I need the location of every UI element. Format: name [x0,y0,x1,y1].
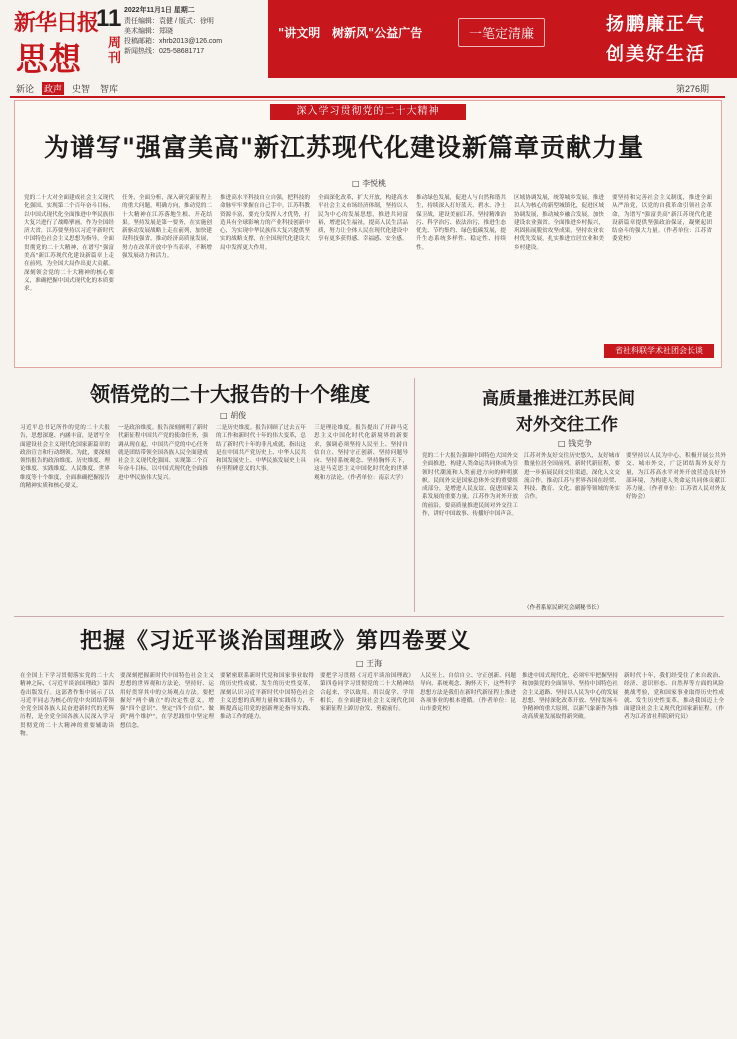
section-title: 思想 [16,40,83,78]
article2-col-3: 二是历史维度。报告回顾了过去五年的工作和新时代十年的伟大变革，总结了新时代十年的非凡成就，指出这是在中国共产党历史上、中华人民共和国发展史上、中华民族发展史上具有里程碑意义的大事。 [216,425,306,473]
article2-col-1: 习近平总书记所作的党的二十大报告，思想深邃、内涵丰富，是谱写全面建设社会主义现代化国家新篇章的政治宣言和行动纲领。为此，要深刻领悟报告的政治维度、历史维度、理论维度、实践维度、人民维度、世界维度等十个维度，全面准确把握报告的精神实质和核心要义。 [20,425,110,490]
feature-col-4: 全面深化改革，扩大开放，构建高水平社会主义市场经济体制，坚持以人民为中心的发展思想，推进共同富裕，增进民生福祉，提高人民生活品质，努力让全体人民在现代化建设中享有更多获得感、幸福感、安全感。 [318,195,408,243]
article4-col-5: 人民至上、自信自立、守正创新、问题导向、系统观念、胸怀天下，这些科学思想方法是我们在新时代新征程上推进各项事业的根本遵循。（作者单位：昆山市委党校） [420,673,516,713]
column-divider [414,378,415,612]
editor-line-2: 美术编辑：郑晓 [124,28,173,35]
feature-col-6: 区域协调发展，统筹城乡发展，推进以人为核心的新型城镇化，促进区域协调发展，推动城乡融合发展，加快建设农业强省。全面推进乡村振兴，巩固拓展脱贫攻坚成果，坚持农业农村优先发展，扎实推进宜居宜业和美乡村建设。 [514,195,604,251]
article3-note: （作者系原民研究会副秘书长） [524,605,603,611]
article2-title: 领悟党的二十大报告的十个维度 [90,382,370,406]
editor-line-3: 投稿邮箱：xhrb2013@126.com [124,38,223,45]
article4-author: □ 王海 [356,659,383,668]
page-number: 11 [96,5,122,32]
feature-footer-badge: 省社科联学术社团会长谈 [604,344,714,358]
article2-col-4: 三是理论维度。报告提出了开辟马克思主义中国化时代化新境界的新要求，强调必须坚持人民至上、坚持自信自立、坚持守正创新、坚持问题导向、坚持系统观念、坚持胸怀天下，这是马克思主义中国化时代化的世界观和方法论。（作者单位：南京大学） [314,425,408,481]
feature-tag: 深入学习贯彻党的二十大精神 [270,104,466,120]
date-line: 2022年11月1日 星期二 [124,7,195,14]
feature-author-name: 李悦桃 [362,179,387,188]
article3-col-2: 江苏对外友好交往历史悠久，友好城市数量位居全国前列。新时代新征程，要进一步拓展民间交往渠道，深化人文交流合作，推动江苏与世界各国在经贸、科技、教育、文化、旅游等领域的务实合作。 [524,453,620,501]
article4-col-7: 新时代十年，我们经受住了来自政治、经济、意识形态、自然界等方面的风险挑战考验，党和国家事业取得历史性成就、发生历史性变革，推动我国迈上全面建设社会主义现代化国家新征程。（作者为江苏省社科院研究员） [624,673,724,721]
article4-col-6: 推进中国式现代化，必须牢牢把握坚持和加强党的全面领导、坚持中国特色社会主义道路、坚持以人民为中心的发展思想、坚持深化改革开放、坚持发扬斗争精神的重大原则，以新气象新作为推动高质量发展取得新突破。 [522,673,618,721]
section-divider [14,616,724,617]
article2-author: □ 胡俊 [220,411,247,420]
editor-line-1: 责任编辑：袁健 / 版式：徐明 [124,18,214,25]
header-rule [10,96,725,98]
article4-col-3: 要紧密联系新时代党和国家事业取得的历史性成就、发生的历史性变革，深刻认识习近平新时代中国特色社会主义思想的真理力量和实践伟力，不断提高运用党的创新理论指导实践、推动工作的能力。 [220,673,314,721]
ad-slogan-2: 树新风"公益广告 [332,26,423,40]
feature-col-3: 推进高水平科技自立自强，把科技的命脉牢牢掌握在自己手中。江苏科教资源丰富，要充分发挥人才优势，打造具有全球影响力的产业科技创新中心，为实现中华民族伟大复兴提供坚实的战略支撑，在全国现代化建设大局中发挥更大作用。 [220,195,310,251]
ad-line-2: 创美好生活 [606,44,706,65]
feature-col-2: 任务，全面分析，深入研究新征程上的重大问题，明确方向，推动党的二十大精神在江苏落地生根、开花结果。坚持发展是第一要务，在实施创新驱动发展战略上走在前列，加快建设科技强省，推动经济高质量发展，努力在改革开放中争当表率，不断增强发展动力和活力。 [122,195,212,260]
article4-col-4: 要把学习贯彻《习近平谈治国理政》第四卷同学习贯彻党的二十大精神结合起来，学以致用、用以促学、学用相长，在全面建设社会主义现代化国家新征程上踔厉奋发、勇毅前行。 [320,673,414,713]
feature-author: □ 李悦桃 [352,179,387,188]
article4-author-name: 王海 [366,659,383,668]
article3-col-3: 要坚持以人民为中心，积极开展公共外交、城市外交，广泛团结海外友好力量，为江苏高水平对外开放营造良好外部环境，为构建人类命运共同体贡献江苏力量。（作者单位：江苏省人民对外友好协会） [626,453,726,501]
feature-title: 为谱写"强富美高"新江苏现代化建设新篇章贡献力量 [44,133,645,162]
feature-col-7: 要坚持和完善社会主义制度，推进全面从严治党，以党的自我革命引领社会革命，为谱写"强富美高"新江苏现代化建设新篇章提供坚强政治保证，凝聚起团结奋斗的强大力量。（作者单位：江苏省委党校） [612,195,712,243]
ad-slogan-1: "讲文明 [278,26,321,40]
article2-col-2: 一是政治维度。报告深刻阐明了新时代新征程中国共产党的使命任务，强调从现在起，中国共产党的中心任务就是团结带领全国各族人民全面建成社会主义现代化强国、实现第二个百年奋斗目标，以中国式现代化全面推进中华民族伟大复兴。 [118,425,208,481]
issue-number: 第276期 [676,84,710,94]
public-ad-banner [268,0,737,78]
feature-col-1: 党的二十大对全面建成社会主义现代化强国、实现第二个百年奋斗目标，以中国式现代化全面推进中华民族伟大复兴进行了战略擘画。作为全国经济大省，江苏要坚持以习近平新时代中国特色社会主义思想为指导，全面贯彻党的二十大精神，在谱写"强富美高"新江苏现代化建设新篇章上走在前列，为全国大局作出更大贡献。深刻领会党的二十大精神的核心要义，准确把握中国式现代化的本质要求。 [24,195,114,293]
article4-col-1: 在全国上下学习贯彻落实党的二十大精神之际，《习近平谈治国理政》第四卷出版发行。这部著作集中展示了以习近平同志为核心的党中央团结带领全党全国各族人民奋进新时代的光辉历程，是全党全国各族人民深入学习贯彻党的二十大精神的重要辅助读物。 [20,673,114,738]
nav-item-shizhi[interactable]: 史智 [72,84,91,94]
newspaper-brand: 新华日报 [14,10,99,36]
article3-author-name: 钱克争 [568,439,593,448]
nav-item-zhengsheng[interactable]: 政声 [44,84,63,94]
article3-title-line-1: 高质量推进江苏民间 [482,389,635,409]
ad-column-name: 一笔定清廉 [458,18,545,47]
article3-col-1: 党的二十大报告强调中国特色大国外交全面推进，构建人类命运共同体成为引领时代潮流和人类前进方向的鲜明旗帜。民间外交是国家总体外交的重要组成部分，是增进人民友谊、促进国家关系发展的重要力量。江苏作为对外开放的前沿，要高质量推进民间对外交往工作，讲好中国故事、传播好中国声音。 [422,453,518,518]
column-nav [14,82,126,95]
nav-item-xinlun[interactable]: 新论 [16,84,35,94]
article4-title: 把握《习近平谈治国理政》第四卷要义 [80,628,472,654]
ad-line-1: 扬鹏廉正气 [606,14,706,35]
feature-col-5: 推动绿色发展，促进人与自然和谐共生，持续深入打好蓝天、碧水、净土保卫战，建设美丽江苏。坚持精准治污、科学治污、依法治污，推进生态优先、节约集约、绿色低碳发展，提升生态系统多样性、稳定性、持续性。 [416,195,506,251]
nav-item-zhiku[interactable]: 智库 [100,84,119,94]
article3-author: □ 钱克争 [558,439,593,448]
editor-line-4: 新闻热线：025-58681717 [124,48,205,55]
article4-col-2: 要深刻把握新时代中国特色社会主义思想的世界观和方法论，坚持好、运用好贯穿其中的立场观点方法。要把握好"两个确立"的决定性意义，增强"四个意识"、坚定"四个自信"、做到"两个维护"，在学思践悟中坚定理想信念。 [120,673,214,729]
article3-title-line-2: 对外交往工作 [516,415,618,435]
section-subtitle: 周刊 [108,36,122,66]
article2-author-name: 胡俊 [230,411,247,420]
